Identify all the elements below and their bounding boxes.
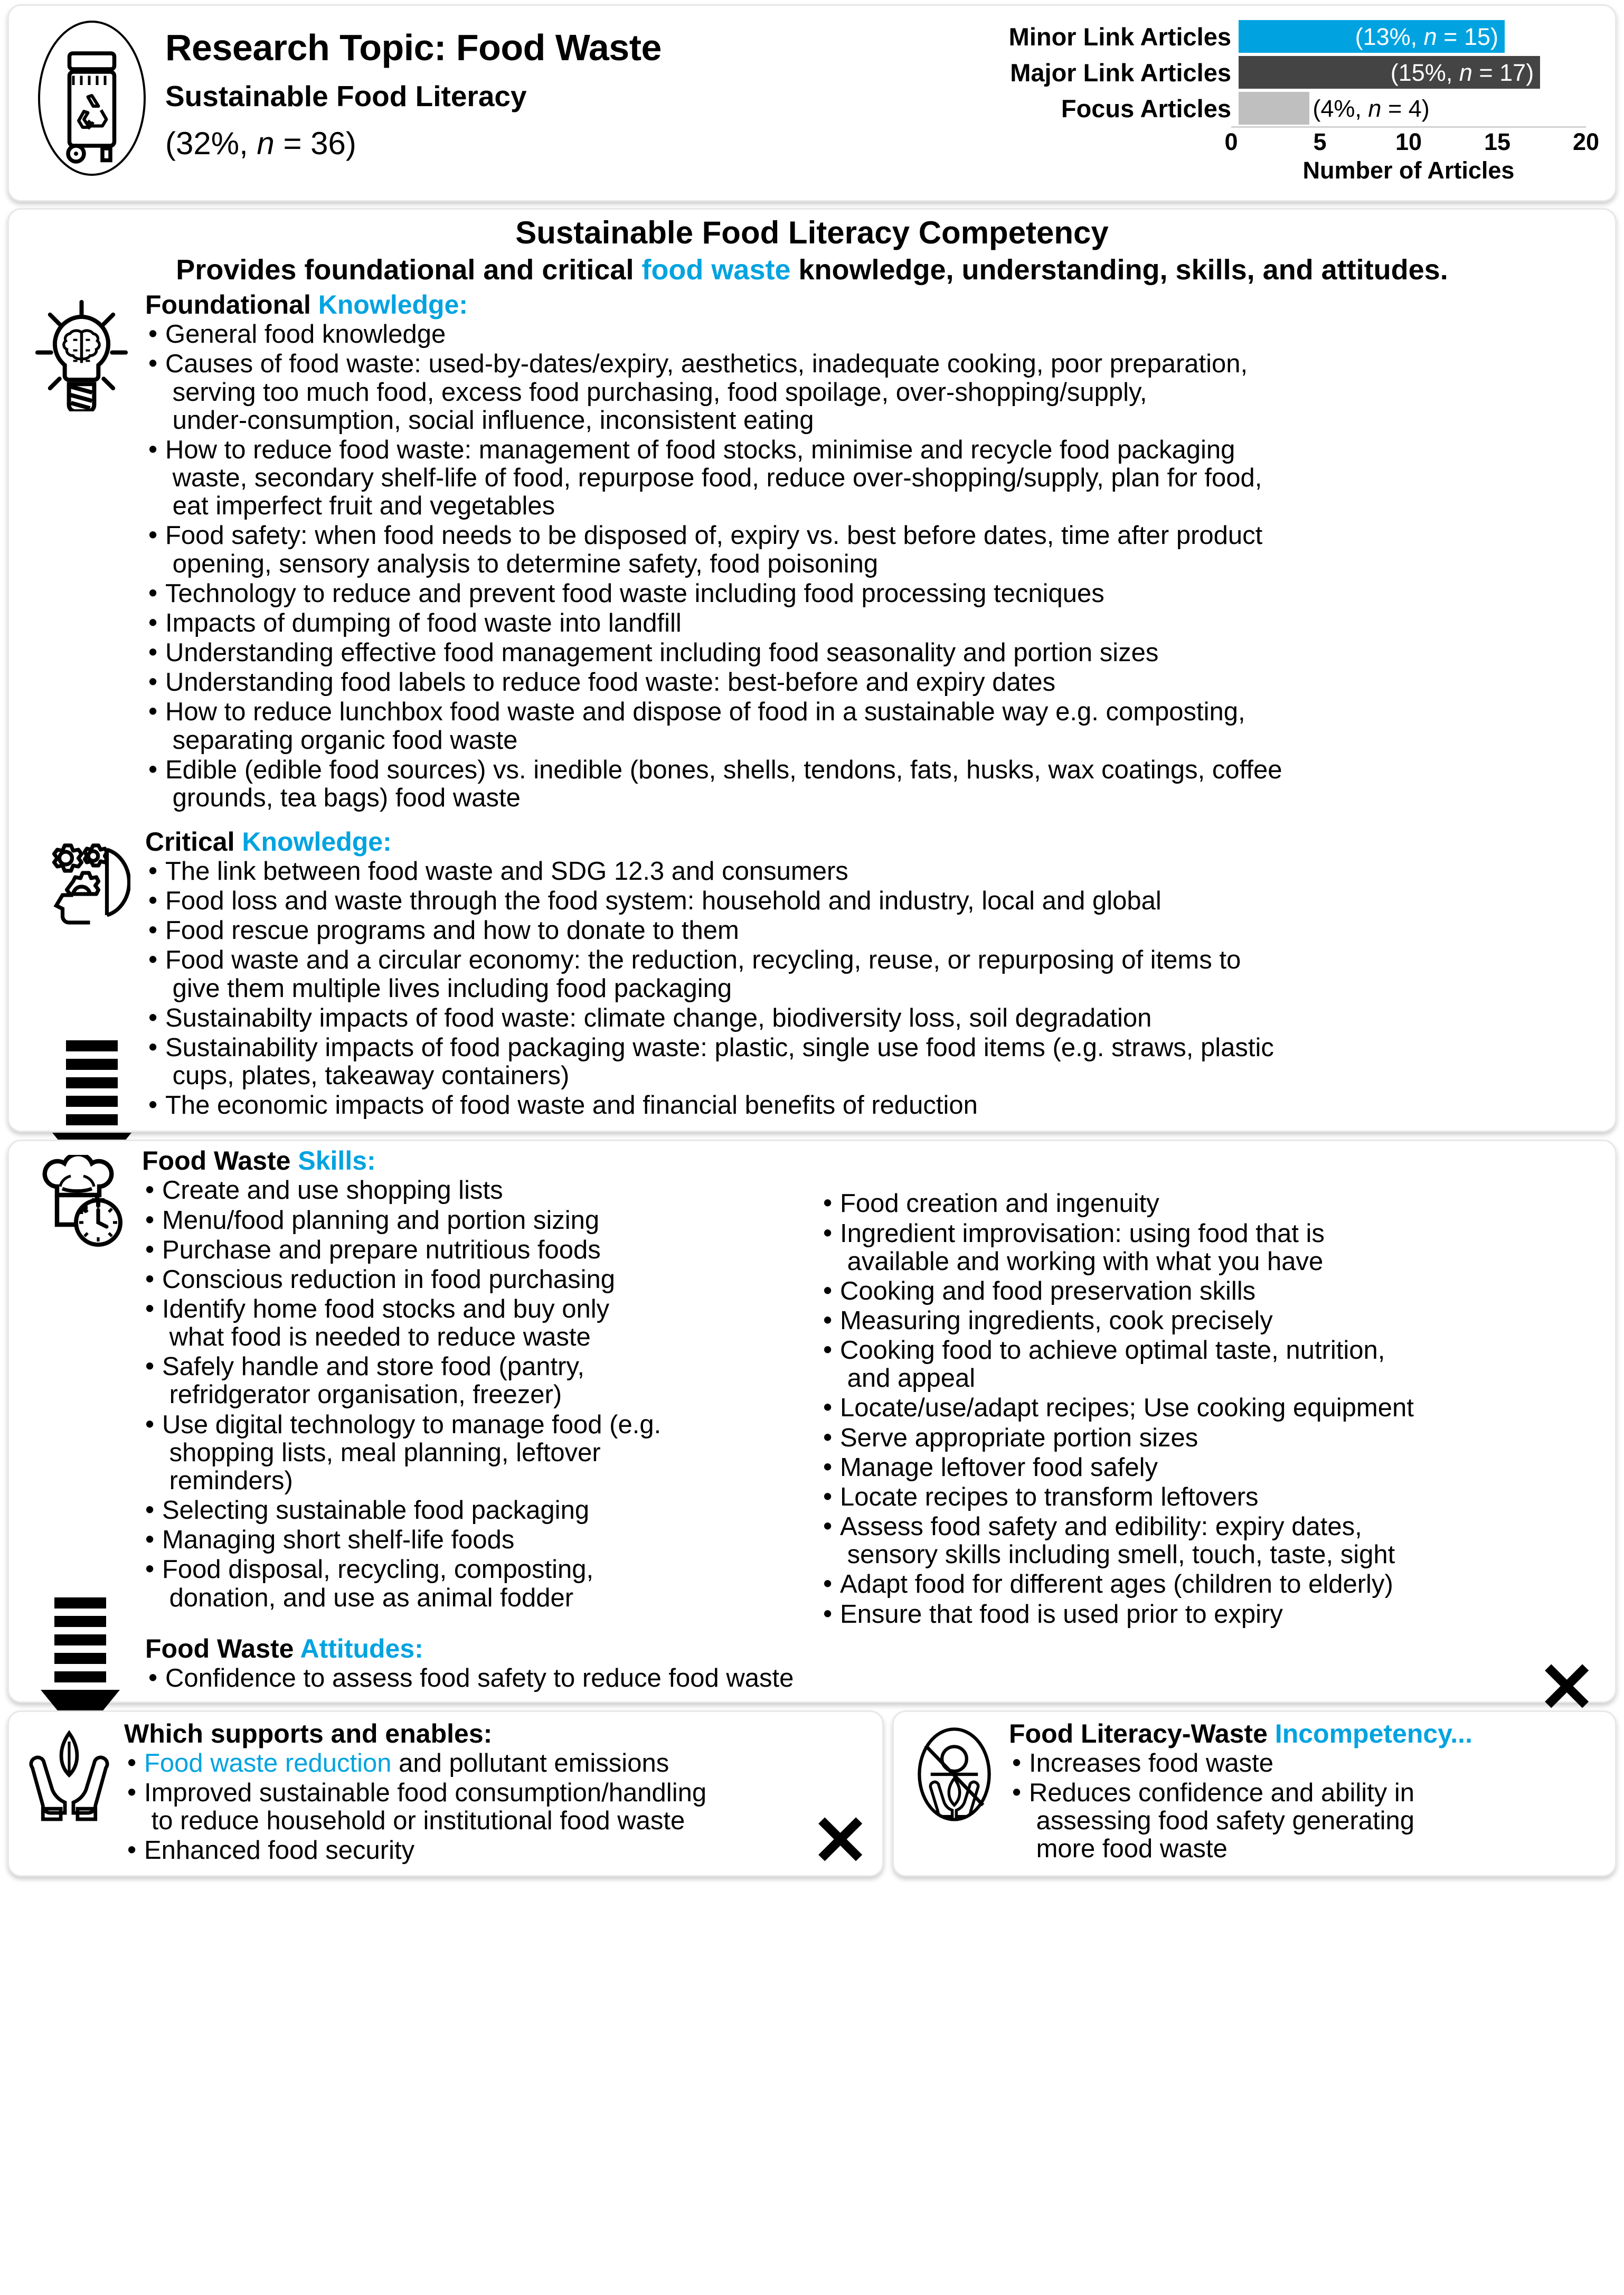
arrow-dash [54,1671,106,1682]
supports-list [124,1748,872,1880]
no-hands-leaf-icon [901,1719,1007,1865]
foundational-heading [145,290,1603,319]
x-mark-icon: ✕ [811,1802,870,1880]
list-item-line: • Purchase and prepare nutritious foods [162,1235,601,1264]
topic-pct-italic: n [257,126,275,161]
list-item-line: and appeal [840,1364,976,1393]
critical-heading [145,827,1603,857]
list-item-line: reminders) [162,1466,293,1495]
chart-x-tick: 10 [1395,128,1422,155]
arrow-dash [54,1653,106,1664]
page-title: Research Topic: Food Waste [165,27,662,68]
list-item-line: • Food safety: when food needs to be disposed of, expiry vs. best before dates, time after product [165,521,1263,550]
chart-rows [986,18,1598,126]
supports-body [122,1718,872,1880]
list-item-line: • Increases food waste [1029,1748,1274,1777]
list-item-line: • Cooking and food preservation skills [840,1276,1256,1305]
list-item [145,1092,1603,1120]
list-item [142,1236,813,1264]
chef-hat-clock-svg [29,1155,134,1255]
list-item-line: • How to reduce lunchbox food waste and dispose of food in a sustainable way e.g. composting, [165,698,1245,727]
list-item-line: what food is needed to reduce waste [162,1323,591,1352]
list-item [142,1207,813,1235]
topic-percent-n [165,128,662,159]
header-card [7,4,1617,202]
arrow-dash [66,1040,118,1051]
list-item [145,522,1603,578]
competency-lead [21,255,1603,285]
attitudes-list [145,1664,1603,1692]
list-item-line: waste, secondary shelf-life of food, repurpose food, reduce over-shopping/supply, plan for food, [165,464,1262,493]
skills-head-pre: Food Waste [142,1146,298,1176]
x-mark-icon: ✕ [1537,1648,1596,1726]
foundational-list [145,321,1603,812]
list-item [820,1513,1603,1569]
chart-track [1239,90,1593,126]
list-item-line: • Understanding food labels to reduce food waste: best-before and expiry dates [165,668,1056,697]
skills-right-column [818,1146,1603,1630]
list-item-line: • The link between food waste and SDG 12.3 and consumers [165,857,848,886]
chart-label-n: n [1459,59,1472,86]
list-item-line: • Technology to reduce and prevent food waste including food processing tecniques [165,579,1104,608]
skills-left-list [142,1177,813,1612]
list-item [145,756,1603,812]
topic-pct-pre: (32%, [165,126,257,161]
chart-x-tick: 15 [1484,128,1511,155]
chart-x-tick: 5 [1313,128,1327,155]
list-item-line: available and working with what you have [840,1247,1324,1276]
list-item-line: grounds, tea bags) food waste [165,783,521,812]
chart-bar [1239,56,1540,89]
incompetency-head-highlight: Incompetency... [1274,1718,1472,1748]
list-item-line: • Causes of food waste: used-by-dates/expiry, aesthetics, inadequate cooking, poor preparation, [165,350,1248,379]
foundational-head-pre: Foundational [145,290,318,320]
chart-bar [1239,20,1505,53]
list-item-line: • Reduces confidence and ability in [1029,1779,1415,1808]
list-item [820,1220,1603,1276]
hands-leaf-icon [16,1719,122,1867]
chart-bar [1239,92,1430,125]
list-item [820,1277,1603,1305]
supports-card [7,1710,884,1880]
list-item-line: cups, plates, takeaway containers) [165,1061,570,1090]
critical-knowledge-section [21,827,1603,1121]
list-item [142,1295,813,1351]
skills-flex [21,1146,1603,1630]
skills-heading [142,1146,813,1175]
list-item-line: • Adapt food for different ages (children to elderly) [840,1570,1393,1599]
list-item [820,1190,1603,1218]
list-item [142,1177,813,1205]
chart-track [1239,54,1593,90]
list-item-line: refridgerator organisation, freezer) [162,1380,562,1409]
recycling-bin-svg [26,16,158,180]
foundational-knowledge-section [21,290,1603,814]
list-item [145,887,1603,915]
list-item [142,1556,813,1612]
supports-flex [16,1718,872,1880]
list-item [145,917,1603,945]
list-item-line: • How to reduce food waste: management of food stocks, minimise and recycle food packaging [165,435,1235,464]
attitudes-head-highlight: Attitudes: [300,1633,423,1663]
list-item-line: • Ingredient improvisation: using food that is [840,1219,1325,1248]
list-item [1009,1750,1607,1777]
list-item [145,580,1603,608]
arrow-dash [54,1634,106,1645]
list-item [820,1483,1603,1511]
chart-x-axis-label: Number of Articles [1302,157,1515,184]
list-item-line: separating organic food waste [165,726,518,755]
list-item-line: eat imperfect fruit and vegetables [165,492,555,521]
head-gears-svg [33,835,130,930]
list-item-line: shopping lists, meal planning, leftover [162,1438,601,1467]
list-item-line: • Ensure that food is used prior to expiry [840,1600,1283,1629]
lead-pre: Provides foundational and critical [176,254,642,286]
list-item [145,1664,1603,1692]
foundational-head-highlight: Knowledge: [318,290,468,320]
list-item-line: • Menu/food planning and portion sizing [162,1206,600,1235]
skills-head-highlight: Skills: [298,1146,376,1176]
list-item-line: • Managing short shelf-life foods [162,1526,515,1555]
chart-row [986,18,1598,54]
critical-head-pre: Critical [145,826,242,857]
list-item [820,1424,1603,1452]
list-item [145,1034,1603,1090]
list-item-line: sensory skills including smell, touch, taste, sight [840,1540,1395,1569]
list-item-line: • Measuring ingredients, cook precisely [840,1306,1273,1335]
list-item-line: • Edible (edible food sources) vs. inedible (bones, shells, tendons, fats, husks, wax coatings, coffee [165,755,1282,784]
list-item-line: • Food disposal, recycling, composting, [162,1555,594,1584]
list-item-line: give them multiple lives including food packaging [165,974,732,1003]
chart-category-label: Minor Link Articles [1008,22,1231,51]
list-item [820,1454,1603,1482]
lightbulb-brain-icon [21,290,142,814]
chart-row [986,90,1598,126]
arrow-dash [66,1077,118,1088]
list-item [145,946,1603,1002]
list-item-line: • Use digital technology to manage food (e.g. [162,1410,662,1439]
list-item [142,1266,813,1294]
lightbulb-brain-svg [33,298,130,411]
list-item-line: • General food knowledge [165,320,446,349]
list-item [820,1570,1603,1598]
chart-bar-label: (13%, n = 15) [1355,23,1498,50]
list-item [145,609,1603,637]
list-item-line: • Conscious reduction in food purchasing [162,1265,616,1294]
list-item-line: • Sustainability impacts of food packaging waste: plastic, single use food items (e.g. straws, plastic [165,1033,1274,1062]
list-item-line: opening, sensory analysis to determine safety, food poisoning [165,549,879,578]
list-item-line: • Manage leftover food safely [840,1453,1158,1482]
list-item-line: • Sustainabilty impacts of food waste: climate change, biodiversity loss, soil degradation [165,1003,1152,1032]
skills-card [7,1140,1617,1703]
incompetency-list [1009,1750,1607,1864]
attitudes-head-pre: Food Waste [145,1633,300,1663]
list-item-line: • Create and use shopping lists [162,1176,503,1205]
list-item [142,1497,813,1525]
list-item-line: • Food waste and a circular economy: the reduction, recycling, reuse, or repurposing of items to [165,946,1241,975]
list-item-line: • Selecting sustainable food packaging [162,1496,590,1525]
list-item-line: more food waste [1029,1835,1228,1864]
critical-body [142,827,1603,1121]
chart-x-tick: 0 [1224,128,1238,155]
chart-category-label: Major Link Articles [1010,58,1231,87]
list-item-line: serving too much food, excess food purchasing, food spoilage, over-shopping/supply, [165,378,1147,407]
incompetency-card [892,1648,1617,1877]
chart-label-n: n [1423,23,1437,50]
supports-heading: Which supports and enables: [124,1718,493,1748]
lead-highlight: food waste [641,254,791,286]
list-item-line: • Food loss and waste through the food system: household and industry, local and global [165,887,1162,916]
list-item-line: • Food creation and ingenuity [840,1189,1159,1218]
articles-bar-chart [986,18,1598,182]
chart-track [1239,18,1593,54]
list-item [145,858,1603,886]
list-item [1009,1779,1607,1863]
hands-leaf-svg [22,1727,117,1824]
highlight-text: Food waste reduction [144,1748,392,1777]
list-item-line: • Locate/use/adapt recipes; Use cooking equipment [840,1394,1414,1423]
list-item-line: • Impacts of dumping of food waste into landfill [165,608,682,637]
list-item [124,1750,872,1777]
list-item-line: under-consumption, social influence, inconsistent eating [165,406,814,435]
topic-pct-post: = 36) [274,126,356,161]
list-item-line: donation, and use as animal fodder [162,1583,574,1612]
critical-list [145,858,1603,1120]
list-item [820,1394,1603,1422]
list-item [145,1004,1603,1032]
list-item-line: to reduce household or institutional food waste [144,1807,685,1836]
arrow-dash [66,1096,118,1107]
list-item-line: • Identify home food stocks and buy only [162,1295,610,1323]
incompetency-flex [901,1719,1607,1865]
list-item-line: • Food rescue programs and how to donate to them [165,916,739,945]
list-item [142,1411,813,1495]
arrow-dash [54,1616,106,1627]
competency-card [7,208,1617,1132]
list-item-line: • Understanding effective food management including food seasonality and portion sizes [165,638,1159,667]
list-item [145,639,1603,667]
chart-label-n: n [1368,95,1382,122]
list-item [820,1337,1603,1393]
attitudes-heading [145,1634,1603,1663]
arrow-dash [66,1114,118,1125]
competency-title: Sustainable Food Literacy Competency [515,215,1109,250]
list-item-line: • Locate recipes to transform leftovers [840,1482,1259,1511]
list-item-line: • The economic impacts of food waste and financial benefits of reduction [165,1091,978,1120]
list-item-line: • Assess food safety and edibility: expiry dates, [840,1512,1362,1541]
critical-head-highlight: Knowledge: [242,826,392,857]
list-item-line: • Improved sustainable food consumption/handling [144,1779,707,1808]
topic-subtitle: Sustainable Food Literacy [165,80,527,112]
chart-x-tick: 20 [1572,128,1600,155]
list-item-line: • Enhanced food security [144,1836,415,1865]
list-item [145,350,1603,434]
chart-bar-label: (15%, n = 17) [1390,59,1534,86]
incompetency-head-pre: Food Literacy-Waste [1009,1718,1275,1748]
attitudes-section [21,1634,1603,1694]
list-item-line: • Safely handle and store food (pantry, [162,1352,584,1381]
chef-hat-clock-icon [21,1146,142,1630]
arrow-dash [54,1597,106,1609]
incompetency-body [1007,1719,1607,1865]
skills-right-spacer [820,1146,1603,1628]
recycling-bin-icon [24,14,160,182]
list-item [142,1526,813,1554]
topic-text-block [160,11,662,159]
skills-left-column [142,1146,818,1630]
foundational-body [142,290,1603,814]
arrow-dash [66,1059,118,1070]
chart-category-label: Focus Articles [1061,94,1231,123]
list-item [820,1307,1603,1335]
list-item [145,698,1603,754]
list-item-line: • Serve appropriate portion sizes [840,1423,1198,1452]
list-item [820,1601,1603,1629]
chart-row [986,54,1598,90]
list-item [124,1779,872,1835]
incompetency-heading [1009,1719,1607,1748]
no-hands-leaf-svg [908,1727,1000,1822]
list-item [145,436,1603,520]
attitudes-body [142,1634,1603,1694]
skills-columns [142,1146,1603,1630]
chart-x-ticks [1224,128,1600,161]
lead-post: knowledge, understanding, skills, and attitudes. [790,254,1448,286]
list-item-line: • Cooking food to achieve optimal taste, nutrition, [840,1336,1385,1365]
skills-right-list [820,1190,1603,1628]
list-item-line: assessing food safety generating [1029,1807,1415,1836]
list-item-line: • Confidence to assess food safety to reduce food waste [165,1663,794,1692]
list-item [145,321,1603,349]
list-item-line: • Food waste reduction and pollutant emissions [144,1748,669,1777]
chart-bar-label: (4%, n = 4) [1313,95,1430,122]
list-item [145,669,1603,697]
list-item [124,1837,872,1865]
list-item [142,1353,813,1409]
